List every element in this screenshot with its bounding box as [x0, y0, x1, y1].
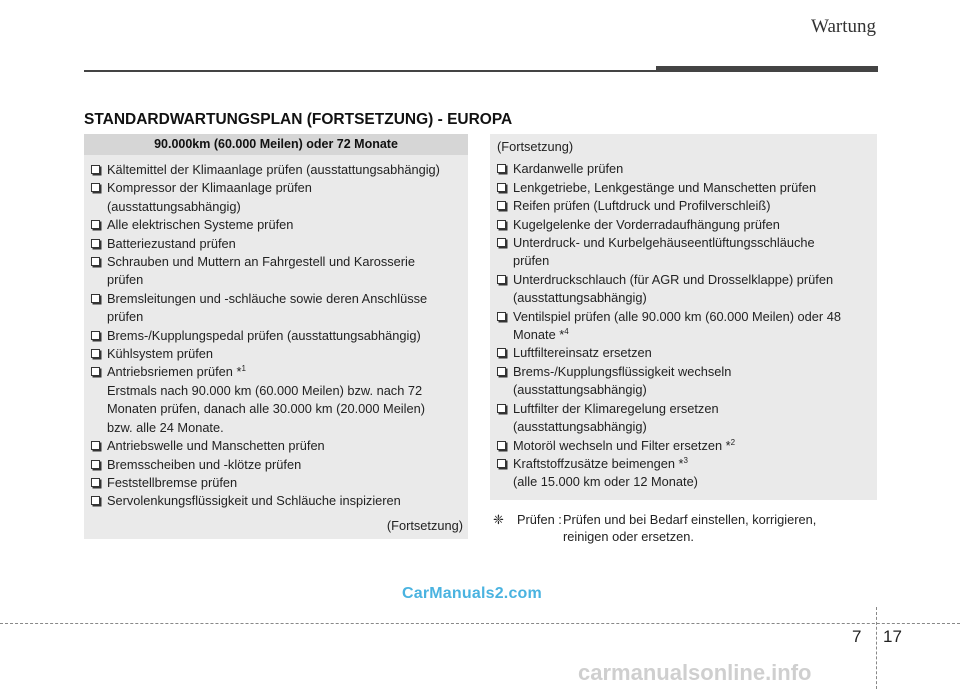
item-text: Brems-/Kupplungspedal prüfen (ausstattungsabhängig): [107, 327, 421, 343]
checklist-item: [91, 492, 464, 510]
checkbox-icon: [497, 312, 506, 321]
left-checklist: [84, 155, 468, 511]
header-rule: [84, 70, 656, 72]
checklist-item: [497, 455, 873, 473]
item-text-cont: [497, 326, 873, 344]
checkbox-icon: [497, 164, 506, 173]
checkbox-icon: [91, 460, 100, 469]
item-text-cont-text: prüfen: [107, 272, 144, 288]
checkbox-icon: [91, 349, 100, 358]
chapter-number: 7: [852, 627, 862, 646]
checklist-item: [497, 197, 873, 215]
checklist-item: [497, 400, 873, 418]
checkbox-icon: [497, 183, 506, 192]
interval-heading: 90.000km (60.000 Meilen) oder 72 Monate: [84, 134, 468, 155]
item-text-cont-text: (ausstattungsabhängig): [513, 290, 647, 306]
item-text-cont: [91, 419, 464, 437]
checkbox-icon: [497, 459, 506, 468]
checklist-item: [91, 235, 464, 253]
item-text: Antriebsriemen prüfen *: [107, 364, 242, 380]
checkbox-icon: [91, 478, 100, 487]
checklist-item: [91, 161, 464, 179]
item-text-cont: [91, 198, 464, 216]
item-text-cont: [497, 473, 873, 491]
section-title: Wartung: [811, 16, 876, 37]
item-text-cont: [497, 252, 873, 270]
item-text: Kühlsystem prüfen: [107, 346, 213, 362]
item-text: Feststellbremse prüfen: [107, 474, 238, 490]
checklist-item: [91, 345, 464, 363]
checklist-item: [497, 179, 873, 197]
checklist-item: [91, 216, 464, 234]
item-text: Servolenkungsflüssigkeit und Schläuche inspizieren: [107, 493, 401, 509]
checkbox-icon: [497, 367, 506, 376]
checklist-item: [91, 179, 464, 197]
checkbox-icon: [91, 367, 100, 376]
item-text: Ventilspiel prüfen (alle 90.000 km (60.000 Meilen) oder 48: [513, 308, 841, 324]
checklist-item: [91, 290, 464, 308]
item-text: Alle elektrischen Systeme prüfen: [107, 217, 294, 233]
checkbox-icon: [91, 165, 100, 174]
footnote-ref: 2: [730, 437, 736, 447]
item-text: Batteriezustand prüfen: [107, 235, 236, 251]
header-rule-thick: [656, 66, 878, 72]
checkbox-icon: [497, 220, 506, 229]
note-text: Prüfen und bei Bedarf einstellen, korrigieren,: [563, 512, 817, 527]
item-text: Luftfilter der Klimaregelung ersetzen: [513, 400, 719, 416]
checklist-item: [91, 437, 464, 455]
checkbox-icon: [497, 201, 506, 210]
checkbox-icon: [497, 238, 506, 247]
footnote-ref: 3: [683, 455, 688, 465]
checklist-item: [91, 253, 464, 271]
checklist-item: [497, 271, 873, 289]
footnote-ref: 1: [241, 364, 246, 374]
continued-label: (Fortsetzung): [386, 518, 463, 533]
checkbox-icon: [91, 441, 100, 450]
watermark-link[interactable]: CarManuals2.com: [402, 585, 542, 602]
item-text-cont: [497, 381, 873, 399]
footnote: [493, 511, 877, 545]
checklist-item: [497, 160, 873, 178]
checkbox-icon: [91, 294, 100, 303]
page-title: STANDARDWARTUNGSPLAN (FORTSETZUNG) - EUROPA: [84, 111, 513, 128]
checklist-item: [91, 363, 464, 381]
item-text-cont-text: Erstmals nach 90.000 km (60.000 Meilen) bzw. nach 72: [107, 382, 423, 398]
item-text: Kompressor der Klimaanlage prüfen: [107, 180, 312, 196]
item-text-cont-text: prüfen: [107, 309, 144, 325]
footer-divider: [0, 623, 960, 624]
checkbox-icon: [497, 275, 506, 284]
checkbox-icon: [91, 496, 100, 505]
note-mark-icon: ❈: [493, 512, 504, 527]
footnote-ref: 4: [564, 327, 569, 337]
footer-vertical-divider: [876, 607, 877, 689]
checkbox-icon: [91, 257, 100, 266]
item-text: Unterdruckschlauch (für AGR und Drosselklappe) prüfen: [513, 271, 834, 287]
item-text-cont: [91, 271, 464, 289]
checklist-item: [497, 344, 873, 362]
item-text-cont-text: (ausstattungsabhängig): [107, 198, 241, 214]
checkbox-icon: [91, 220, 100, 229]
checklist-item: [497, 437, 873, 455]
item-text: Bremsscheiben und -klötze prüfen: [107, 456, 302, 472]
item-text-cont: [91, 308, 464, 326]
checklist-item: [497, 234, 873, 252]
item-text-cont-text: (ausstattungsabhängig): [513, 419, 647, 435]
item-text: Brems-/Kupplungsflüssigkeit wechseln: [513, 363, 732, 379]
item-text-cont: [497, 418, 873, 436]
note-text-cont: reinigen oder ersetzen.: [563, 529, 694, 544]
checklist-item: [497, 308, 873, 326]
item-text: Motoröl wechseln und Filter ersetzen *: [513, 437, 731, 453]
item-text: Kugelgelenke der Vorderradaufhängung prüfen: [513, 216, 780, 232]
item-text-cont-text: (ausstattungsabhängig): [513, 382, 647, 398]
item-text: Antriebswelle und Manschetten prüfen: [107, 438, 325, 454]
checklist-item: [497, 216, 873, 234]
item-text: Schrauben und Muttern an Fahrgestell und Karosserie: [107, 254, 416, 270]
left-column: [84, 134, 468, 539]
right-checklist: [490, 156, 877, 491]
item-text: Kältemittel der Klimaanlage prüfen (ausstattungsabhängig): [107, 162, 440, 177]
item-text: Kardanwelle prüfen: [513, 161, 624, 177]
checkbox-icon: [91, 331, 100, 340]
checkbox-icon: [497, 441, 506, 450]
item-text-cont-text: prüfen: [513, 253, 550, 269]
note-label: Prüfen :: [517, 512, 562, 527]
item-text: Kraftstoffzusätze beimengen *: [513, 455, 684, 471]
page-number: 17: [883, 627, 902, 646]
item-text-cont: [91, 400, 464, 418]
checklist-item: [497, 363, 873, 381]
checkbox-icon: [91, 239, 100, 248]
item-text-cont-text: bzw. alle 24 Monate.: [107, 419, 224, 435]
checkbox-icon: [497, 404, 506, 413]
item-text-cont-text: Monate *: [513, 327, 565, 343]
item-text: Unterdruck- und Kurbelgehäuseentlüftungsschläuche: [513, 235, 815, 251]
item-text: Bremsleitungen und -schläuche sowie deren Anschlüsse: [107, 290, 428, 306]
item-text-cont-text: (alle 15.000 km oder 12 Monate): [513, 474, 698, 490]
item-text: Reifen prüfen (Luftdruck und Profilverschleiß): [513, 198, 771, 214]
checklist-item: [91, 474, 464, 492]
checkbox-icon: [497, 348, 506, 357]
item-text: Lenkgetriebe, Lenkgestänge und Manschetten prüfen: [513, 179, 817, 195]
item-text-cont: [497, 289, 873, 307]
checklist-item: [91, 327, 464, 345]
item-text: Luftfiltereinsatz ersetzen: [513, 345, 652, 361]
item-text-cont: [91, 382, 464, 400]
checkbox-icon: [91, 183, 100, 192]
item-text-cont-text: Monaten prüfen, danach alle 30.000 km (20.000 Meilen): [107, 401, 425, 417]
checklist-item: [91, 456, 464, 474]
right-column: [490, 134, 877, 500]
continued-label-top: (Fortsetzung): [497, 139, 574, 154]
bottom-watermark: carmanualsonline.info: [578, 660, 812, 685]
